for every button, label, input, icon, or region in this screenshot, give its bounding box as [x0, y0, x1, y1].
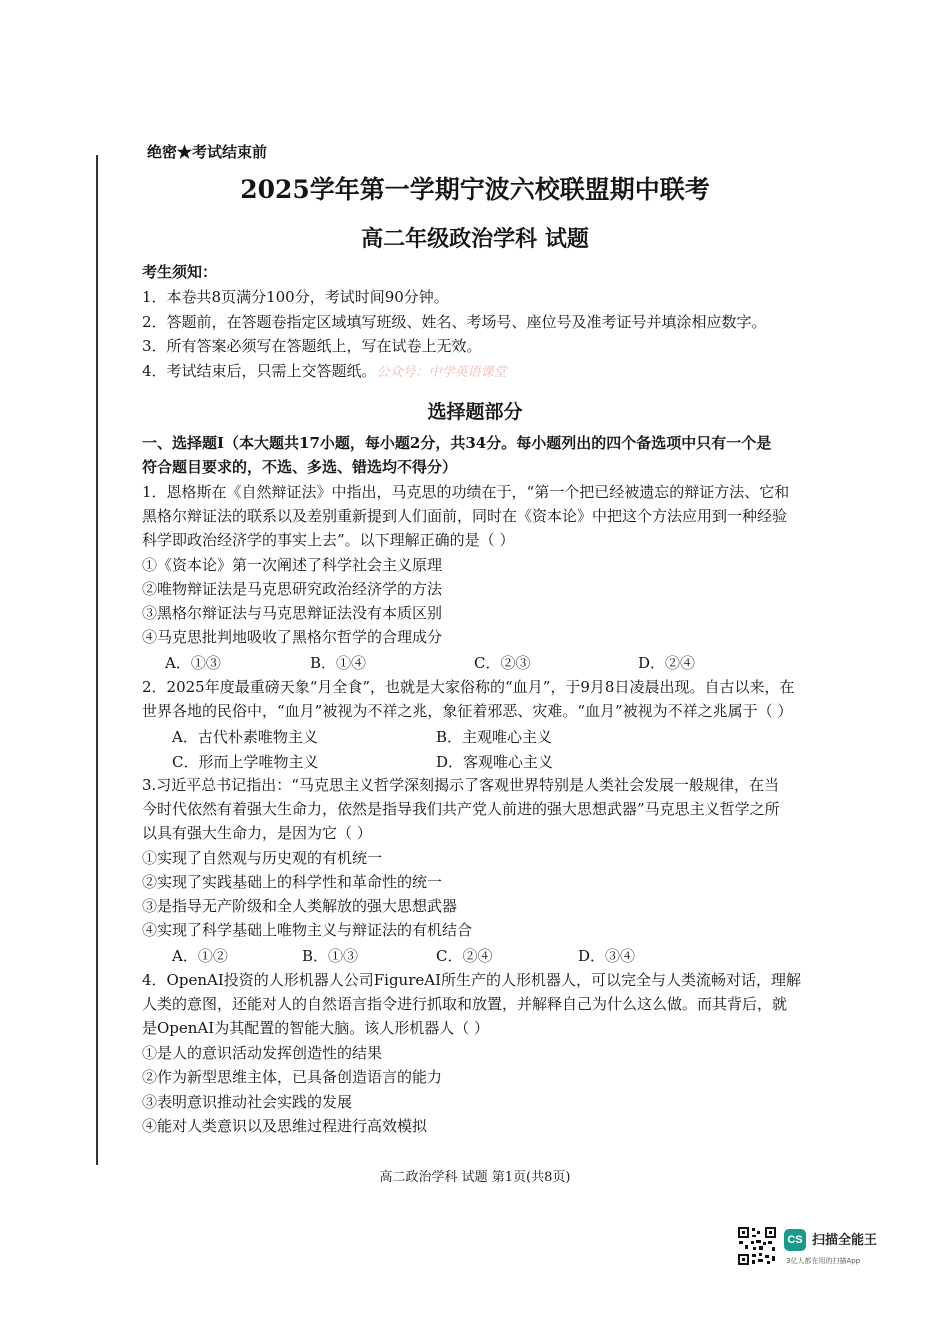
part-intro: 一、选择题Ⅰ（本大题共17小题，每小题2分，共34分。每小题列出的四个备选项中只有一个是	[142, 434, 772, 452]
question-4-statement: ①是人的意识活动发挥创造性的结果	[142, 1044, 383, 1062]
question-2-option-c: C．形而上学唯物主义	[172, 753, 319, 771]
scanner-tagline: 3亿人都在用的扫描App	[786, 1257, 861, 1265]
question-2-option-b: B．主观唯心主义	[436, 728, 553, 746]
question-4-stem: 是OpenAI为其配置的智能大脑。该人形机器人（ ）	[142, 1019, 489, 1037]
section-title: 选择题部分	[427, 401, 523, 423]
notice-item: 2．答题前，在答题卷指定区域填写班级、姓名、考场号、座位号及准考证号并填涂相应数字。	[142, 313, 767, 331]
notice-item: 4．考试结束后，只需上交答题纸。公众号：中学英语课堂	[142, 362, 507, 380]
question-1-statement: ①《资本论》第一次阐述了科学社会主义原理	[142, 556, 443, 574]
question-1-statement: ④马克思批判地吸收了黑格尔哲学的合理成分	[142, 628, 443, 646]
question-2-stem: 世界各地的民俗中，“血月”被视为不祥之兆，象征着邪恶、灾难。“血月”被视为不祥之兆属于（ ）	[142, 702, 793, 720]
question-1-statement: ②唯物辩证法是马克思研究政治经济学的方法	[142, 580, 443, 598]
question-1-stem: 黑格尔辩证法的联系以及差别重新提到人们面前，同时在《资本论》中把这个方法应用到一种经验	[142, 507, 788, 525]
question-4-statement: ③表明意识推动社会实践的发展	[142, 1093, 353, 1111]
notice-heading: 考生须知：	[142, 263, 218, 281]
question-3-statement: ①实现了自然观与历史观的有机统一	[142, 849, 383, 867]
question-3-stem: 以具有强大生命力，是因为它（ ）	[142, 824, 372, 842]
question-2-option-a: A．古代朴素唯物主义	[172, 728, 318, 746]
question-2-option-d: D．客观唯心主义	[436, 753, 554, 771]
question-3-statement: ③是指导无产阶级和全人类解放的强大思想武器	[142, 897, 458, 915]
question-3-stem: 今时代依然有着强大生命力，依然是指导我们共产党人前进的强大思想武器”马克思主义哲学之所	[142, 800, 780, 818]
question-3-option-a: A．①②	[172, 947, 228, 965]
question-1-stem: 科学即政治经济学的事实上去”。以下理解正确的是（ ）	[142, 531, 515, 549]
question-4-stem: 4．OpenAI投资的人形机器人公司FigureAI所生产的人形机器人，可以完全与人类流畅对话，理解	[142, 971, 802, 989]
exam-subtitle: 高二年级政治学科 试题	[361, 226, 589, 252]
question-4-statement: ④能对人类意识以及思维过程进行高效模拟	[142, 1117, 428, 1135]
question-4-statement: ②作为新型思维主体，已具备创造语言的能力	[142, 1068, 443, 1086]
binding-margin-line	[96, 155, 98, 1165]
exam-title: 2025学年第一学期宁波六校联盟期中联考	[240, 175, 710, 204]
question-1-stem: 1．恩格斯在《自然辩证法》中指出，马克思的功绩在于，“第一个把已经被遗忘的辩证方法、它和	[142, 483, 790, 501]
part-intro: 符合题目要求的，不选、多选、错选均不得分）	[142, 458, 458, 476]
question-1-option-c: C．②③	[474, 654, 531, 672]
question-1-statement: ③黑格尔辩证法与马克思辩证法没有本质区别	[142, 604, 443, 622]
secret-label: 绝密★考试结束前	[147, 143, 268, 161]
notice-item: 3．所有答案必须写在答题纸上，写在试卷上无效。	[142, 337, 482, 355]
question-1-option-b: B．①④	[310, 654, 367, 672]
qr-code-icon	[737, 1226, 777, 1266]
question-3-option-c: C．②④	[436, 947, 493, 965]
question-3-statement: ②实现了实践基础上的科学性和革命性的统一	[142, 873, 443, 891]
question-3-option-b: B．①③	[302, 947, 359, 965]
question-4-stem: 人类的意图，还能对人的自然语言指令进行抓取和放置，并解释自己为什么这么做。而其背后，就	[142, 995, 788, 1013]
question-2-stem: 2．2025年度最重磅天象“月全食”，也就是大家俗称的“血月”，于9月8日凌晨出现。自古以来，在	[142, 678, 795, 696]
scanner-app-name: 扫描全能王	[812, 1233, 878, 1248]
watermark-text: 公众号：中学英语课堂	[376, 365, 507, 380]
question-3-option-d: D．③④	[578, 947, 636, 965]
question-3-stem: 3.习近平总书记指出：“马克思主义哲学深刻揭示了客观世界特别是人类社会发展一般规律，在当	[142, 776, 779, 794]
question-1-option-d: D．②④	[638, 654, 696, 672]
page-footer: 高二政治学科 试题 第1页(共8页)	[379, 1170, 571, 1185]
question-1-option-a: A．①③	[165, 654, 221, 672]
notice-item: 1．本卷共8页满分100分，考试时间90分钟。	[142, 288, 449, 306]
question-3-statement: ④实现了科学基础上唯物主义与辩证法的有机结合	[142, 921, 473, 939]
scanner-logo-icon: CS	[784, 1229, 806, 1251]
